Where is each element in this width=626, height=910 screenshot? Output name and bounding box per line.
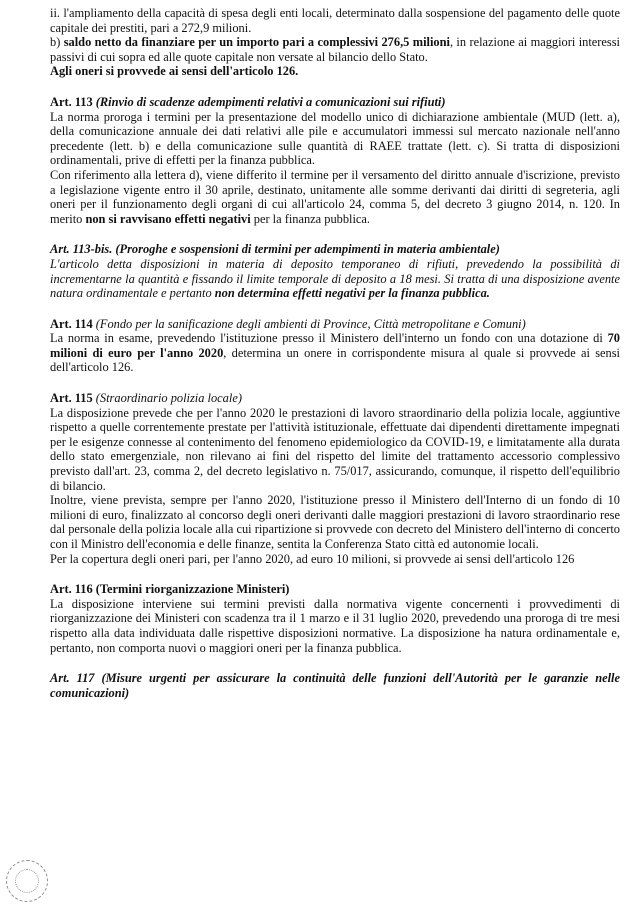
art113-paragraph-1: La norma proroga i termini per la presentazione del modello unico di dichiarazione ambientale (MUD (lett. a), della comunicazione annuale dei dati relativi alle pile e accumulatori immessi sul mercato nazionale nell'anno precedente (lett. b) e della comunicazione sulle quantità di RAEE trattate (lett. c). Si tratta di disposizioni ordinamentali, prive di effetti per la finanza pubblica. bbox=[50, 109, 620, 168]
art115-heading: Art. 115 (Straordinario polizia locale) bbox=[50, 391, 242, 406]
art113bis-heading: Art. 113-bis. (Proroghe e sospensioni di termini per adempimenti in materia ambientale) bbox=[50, 242, 500, 257]
art115-paragraph-1: La disposizione prevede che per l'anno 2020 le prestazioni di lavoro straordinario della polizia locale, aggiuntive rispetto a quelle correntemente prestate per l'attività istituzionale, effettuate dai dipendenti direttamente impegnati per le esigenze connesse al contenimento del fenomeno epidemiologico da COVID-19, e limitatamente alla durata dello stato emergenziale, non rilevano ai fini del rispetto del limite del trattamento accessorio complessivo previsto dall'art. 23, comma 2, del decreto legislativo n. 75/017, assicurando, comunque, il rispetto dell'equilibrio di bilancio. bbox=[50, 405, 620, 493]
document-page bbox=[50, 6, 620, 700]
art114-heading: Art. 114 (Fondo per la sanificazione degli ambienti di Province, Città metropolitane e Comuni) bbox=[50, 316, 526, 331]
intro-oneri: Agli oneri si provvede ai sensi dell'articolo 126. bbox=[50, 64, 299, 79]
intro-line-b: b) saldo netto da finanziare per un importo pari a complessivi 276,5 milioni, in relazione ai maggiori interessi passivi di cui sopra ed alle quote capitale non versate al bilancio dello Stato. bbox=[50, 35, 621, 64]
art116-body: La disposizione interviene sui termini previsti dalla normativa vigente concernenti i provvedimenti di riorganizzazione dei Ministeri con scadenza tra il 1 marzo e il 31 luglio 2020, prevedendo una proroga di tre mesi rispetto alla data individuata dalle rispettive disposizioni normative. La disposizione ha natura ordinamentale e, pertanto, non comporta nuovi o maggiori oneri per la finanza pubblica. bbox=[50, 596, 620, 655]
art115-paragraph-3: Per la copertura degli oneri pari, per l'anno 2020, ad euro 10 milioni, si provvede ai sensi dell'articolo 126 bbox=[50, 551, 575, 566]
art113bis-body: L'articolo detta disposizioni in materia di deposito temporaneo di rifiuti, prevedendo la possibilità di incrementarne la quantità e fissando il limite temporale di deposito a 18 mesi. Si tratta di una disposizione avente natura ordinamentale e pertanto non determina effetti negativi per la finanza pubblica. bbox=[50, 256, 620, 301]
art114-body: La norma in esame, prevedendo l'istituzione presso il Ministero dell'interno un fondo con una dotazione di 70 milioni di euro per l'anno 2020, determina un onere in corrispondente misura al quale si provvede ai sensi dell'articolo 126. bbox=[50, 331, 620, 375]
art113-paragraph-2: Con riferimento alla lettera d), viene differito il termine per il versamento del diritto annuale d'iscrizione, previsto a legislazione vigente entro il 30 aprile, destinato, unitamente alle somme derivanti dai diritti di segreteria, agli oneri per il funzionamento degli organi di cui all'articolo 24, comma 5, del decreto 3 giugno 2014, n. 120. In merito non si ravvisano effetti negativi per la finanza pubblica. bbox=[50, 167, 620, 226]
art113-heading: Art. 113 (Rinvio di scadenze adempimenti relativi a comunicazioni sui rifiuti) bbox=[50, 94, 446, 109]
art116-heading: Art. 116 (Termini riorganizzazione Ministeri) bbox=[50, 582, 290, 597]
official-stamp bbox=[6, 860, 48, 902]
art115-paragraph-2: Inoltre, viene prevista, sempre per l'anno 2020, l'istituzione presso il Ministero dell'Interno di un fondo di 10 milioni di euro, finalizzato al concorso degli oneri derivanti dalle maggiori prestazioni di lavoro straordinario rese dal personale della polizia locale alla cui ripartizione si provvede con decreto del Ministero dell'interno di concerto con il Ministro dell'economia e delle finanze, sentita la Conferenza Stato città ed autonomie locali. bbox=[50, 493, 620, 551]
intro-line-ii: ii. l'ampliamento della capacità di spesa degli enti locali, determinato dalla sospensione del pagamento delle quote capitale dei prestiti, pari a 272,9 milioni. bbox=[50, 6, 620, 35]
art117-heading: Art. 117 (Misure urgenti per assicurare la continuità delle funzioni dell'Autorità per le garanzie nelle comunicazioni) bbox=[50, 671, 620, 700]
